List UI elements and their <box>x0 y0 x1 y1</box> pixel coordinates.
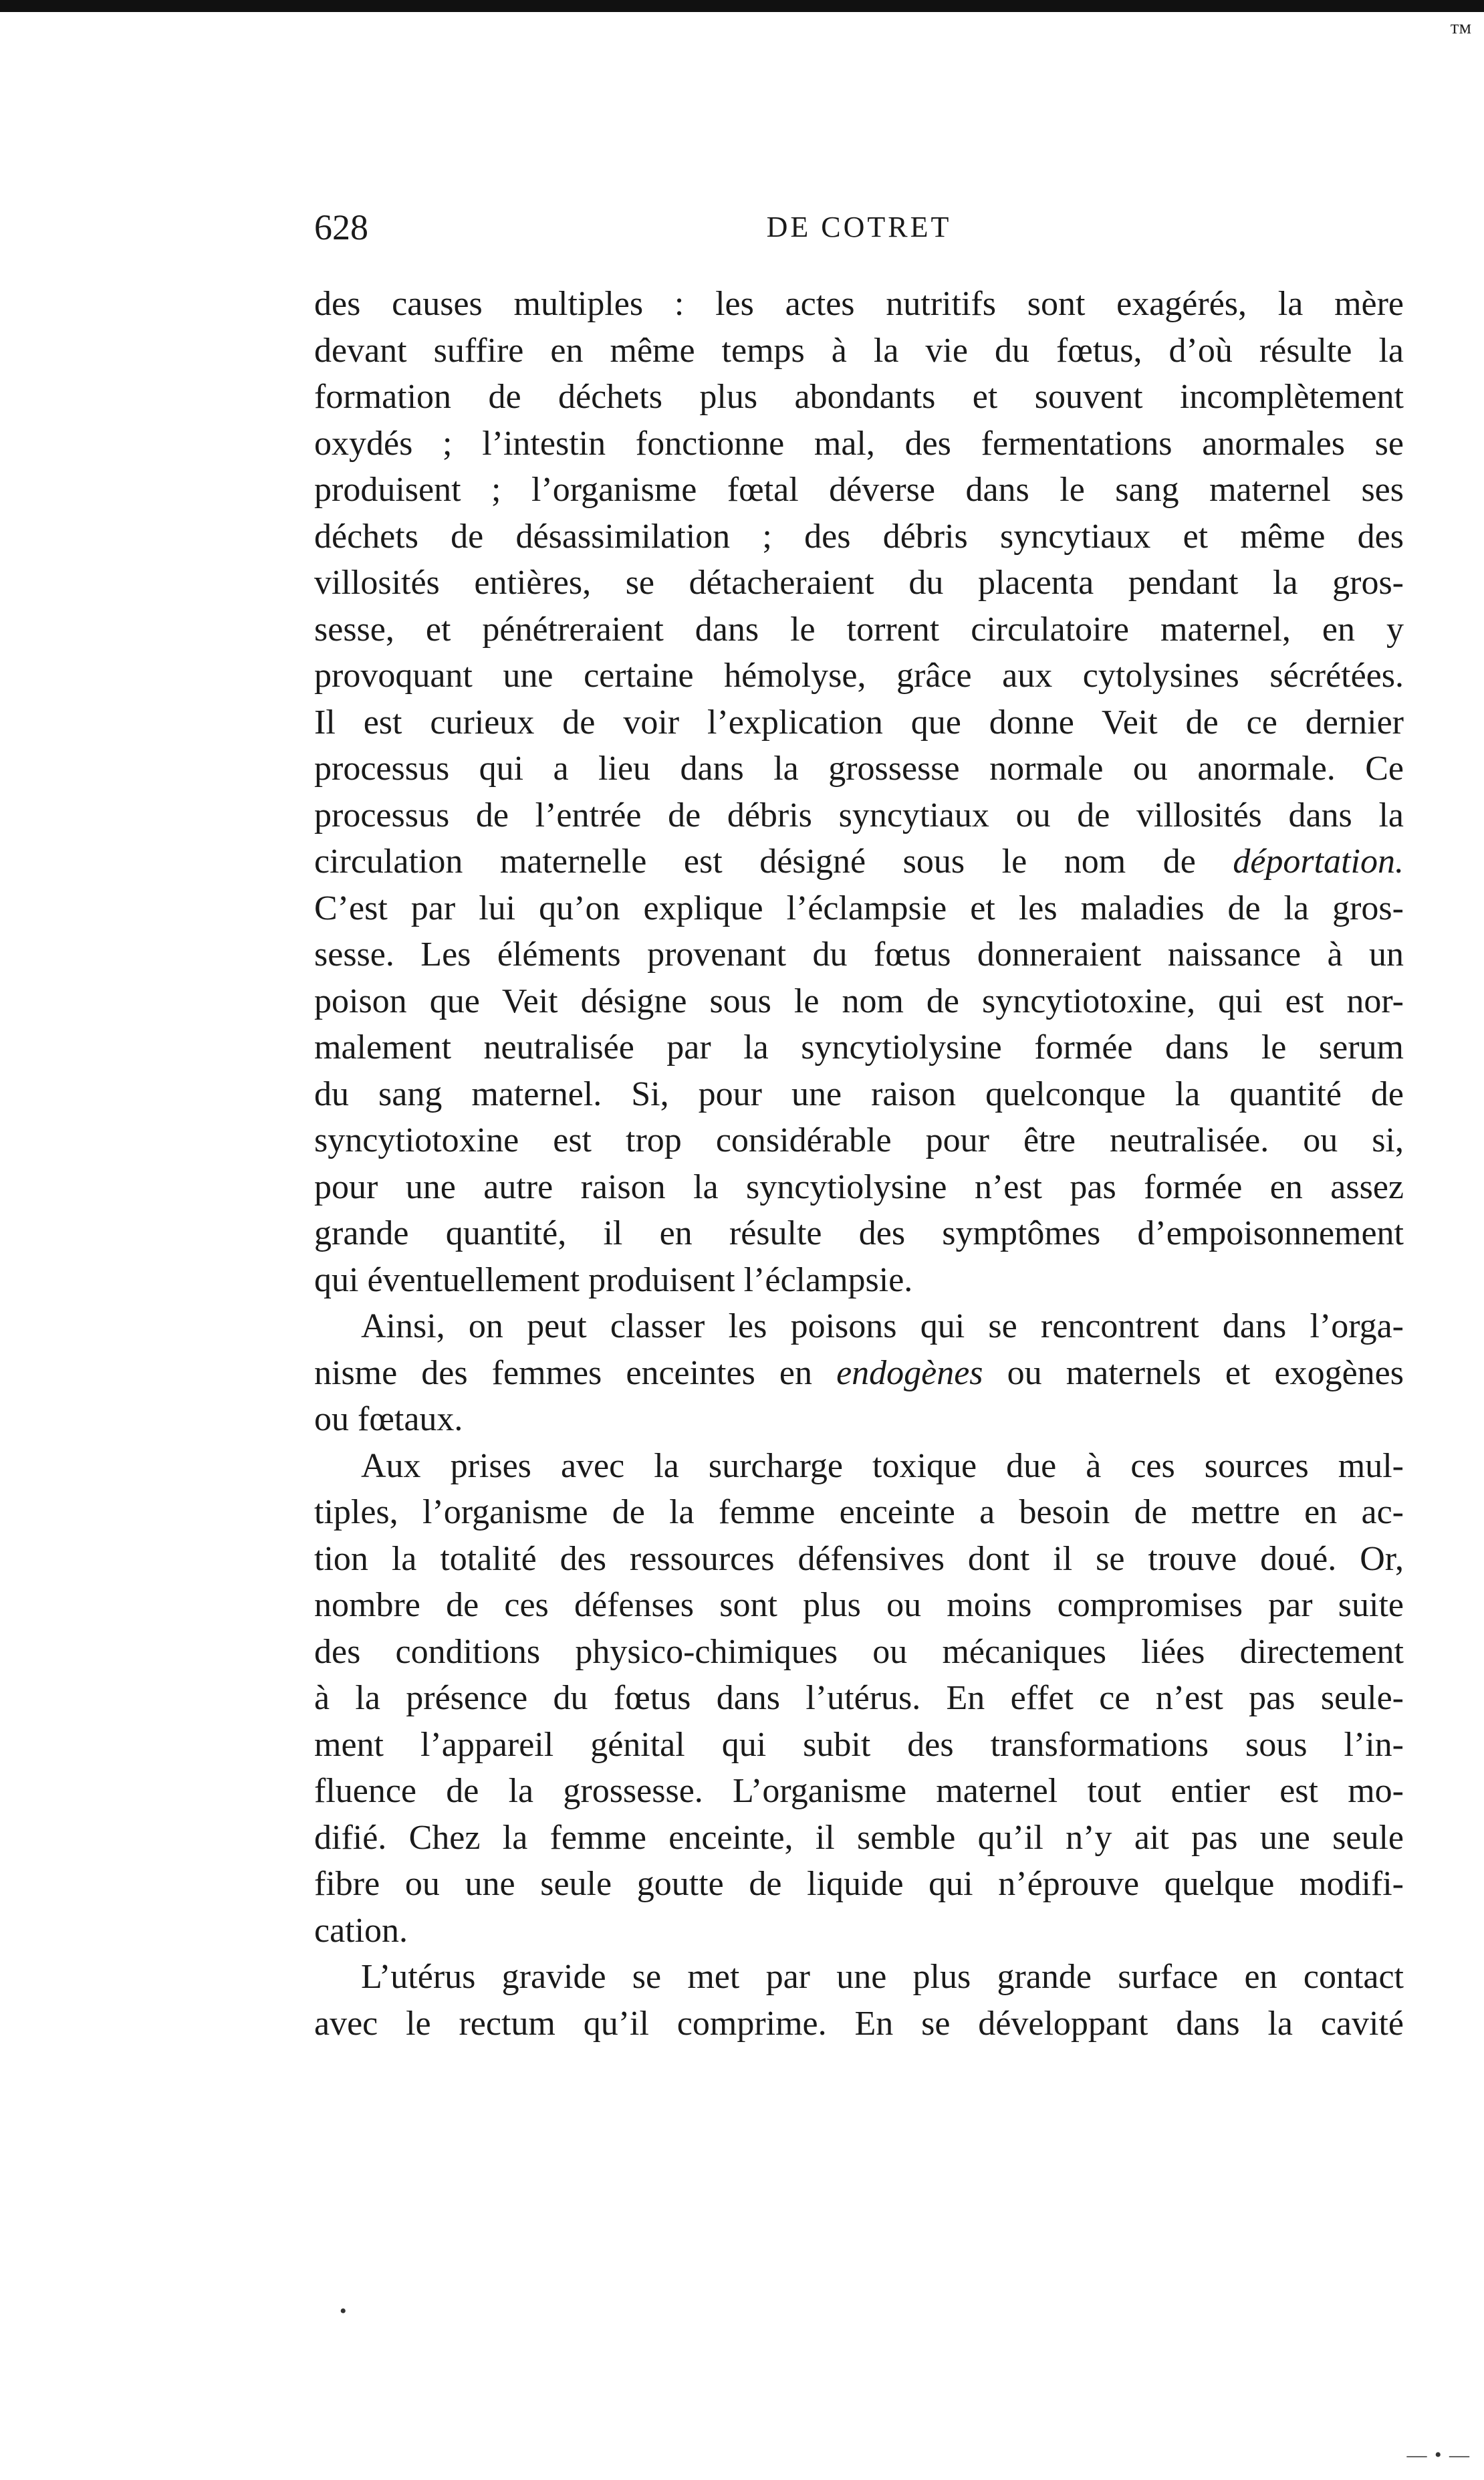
bottom-corner-mark: — • — <box>1406 2444 1471 2466</box>
text-line: à la présence du fœtus dans l’utérus. En effet ce n’est pas seule- <box>314 1679 1404 1717</box>
body-text <box>314 281 1404 2047</box>
running-head <box>314 201 1404 254</box>
text-line: sesse. Les éléments provenant du fœtus donneraient naissance à un <box>314 935 1404 974</box>
running-title: DE COTRET <box>766 211 952 243</box>
page-number: 628 <box>314 207 368 247</box>
text-line-deportation <box>314 838 1404 885</box>
text-line: du sang maternel. Si, pour une raison quelconque la quantité de <box>314 1075 1404 1113</box>
text-line: provoquant une certaine hémolyse, grâce aux cytolysines sécrétées. <box>314 657 1404 695</box>
text-line: poison que Veit désigne sous le nom de syncytiotoxine, qui est nor- <box>314 982 1404 1020</box>
text-line: processus de l’entrée de débris syncytiaux ou de villosités dans la <box>314 796 1404 834</box>
corner-mark-icon: ™ <box>1449 20 1472 45</box>
text-line: L’utérus gravide se met par une plus grande surface en contact <box>361 1958 1404 1996</box>
text-line: oxydés ; l’intestin fonctionne mal, des fermentations anormales se <box>314 424 1404 463</box>
text-line: difié. Chez la femme enceinte, il semble qu’il n’y ait pas une seule <box>314 1818 1404 1857</box>
text-line: pour une autre raison la syncytiolysine n’est pas formée en assez <box>314 1167 1404 1206</box>
text-line: syncytiotoxine est trop considérable pour être neutralisée. ou si, <box>314 1121 1404 1159</box>
text-line: Aux prises avec la surcharge toxique due à ces sources mul- <box>361 1446 1404 1485</box>
text-line: grande quantité, il en résulte des symptômes d’empoisonnement <box>314 1214 1404 1252</box>
text-line: Ainsi, on peut classer les poisons qui se rencontrent dans l’orga- <box>361 1307 1404 1345</box>
text-line: déchets de désassimilation ; des débris syncytiaux et même des <box>314 517 1404 556</box>
text-line: nombre de ces défenses sont plus ou moins compromises par suite <box>314 1586 1404 1624</box>
text-segment: nisme des femmes enceintes en <box>314 1353 812 1392</box>
text-line: devant suffire en même temps à la vie du fœtus, d’où résulte la <box>314 331 1404 370</box>
text-line: processus qui a lieu dans la grossesse normale ou anormale. Ce <box>314 750 1404 788</box>
text-line: C’est par lui qu’on explique l’éclampsie et les maladies de la gros- <box>314 889 1404 927</box>
text-line: formation de déchets plus abondants et souvent incomplètement <box>314 378 1404 416</box>
italic-term-endogenes: endogènes <box>836 1353 983 1392</box>
text-line: ou fœtaux. <box>314 1400 463 1438</box>
top-edge-rule <box>0 0 1484 12</box>
text-line: cation. <box>314 1911 408 1950</box>
text-line-endogenes <box>314 1350 1404 1397</box>
text-line: qui éventuellement produisent l’éclampsie. <box>314 1260 913 1299</box>
text-line: malement neutralisée par la syncytiolysine formée dans le serum <box>314 1028 1404 1066</box>
text-segment: ou maternels et exogènes <box>983 1353 1404 1392</box>
text-line: produisent ; l’organisme fœtal déverse dans le sang maternel ses <box>314 471 1404 509</box>
text-line: ment l’appareil génital qui subit des transformations sous l’in- <box>314 1725 1404 1764</box>
text-line: Il est curieux de voir l’explication que donne Veit de ce dernier <box>314 703 1404 742</box>
italic-term-deportation: déportation. <box>1233 842 1404 881</box>
stray-dot-mark: • <box>340 2300 347 2322</box>
text-segment: circulation maternelle est désigné sous le nom de <box>314 842 1196 881</box>
text-line: sesse, et pénétreraient dans le torrent circulatoire maternel, en y <box>314 610 1404 649</box>
text-line: villosités entières, se détacheraient du placenta pendant la gros- <box>314 564 1404 602</box>
text-line: tion la totalité des ressources défensives dont il se trouve doué. Or, <box>314 1539 1404 1578</box>
text-line: des causes multiples : les actes nutritifs sont exagérés, la mère <box>314 285 1404 323</box>
text-line: fibre ou une seule goutte de liquide qui n’éprouve quelque modifi- <box>314 1865 1404 1903</box>
text-line: fluence de la grossesse. L’organisme maternel tout entier est mo- <box>314 1772 1404 1810</box>
text-line: tiples, l’organisme de la femme enceinte a besoin de mettre en ac- <box>314 1493 1404 1531</box>
text-line: avec le rectum qu’il comprime. En se développant dans la cavité <box>314 2004 1404 2043</box>
text-line: des conditions physico-chimiques ou mécaniques liées directement <box>314 1632 1404 1671</box>
